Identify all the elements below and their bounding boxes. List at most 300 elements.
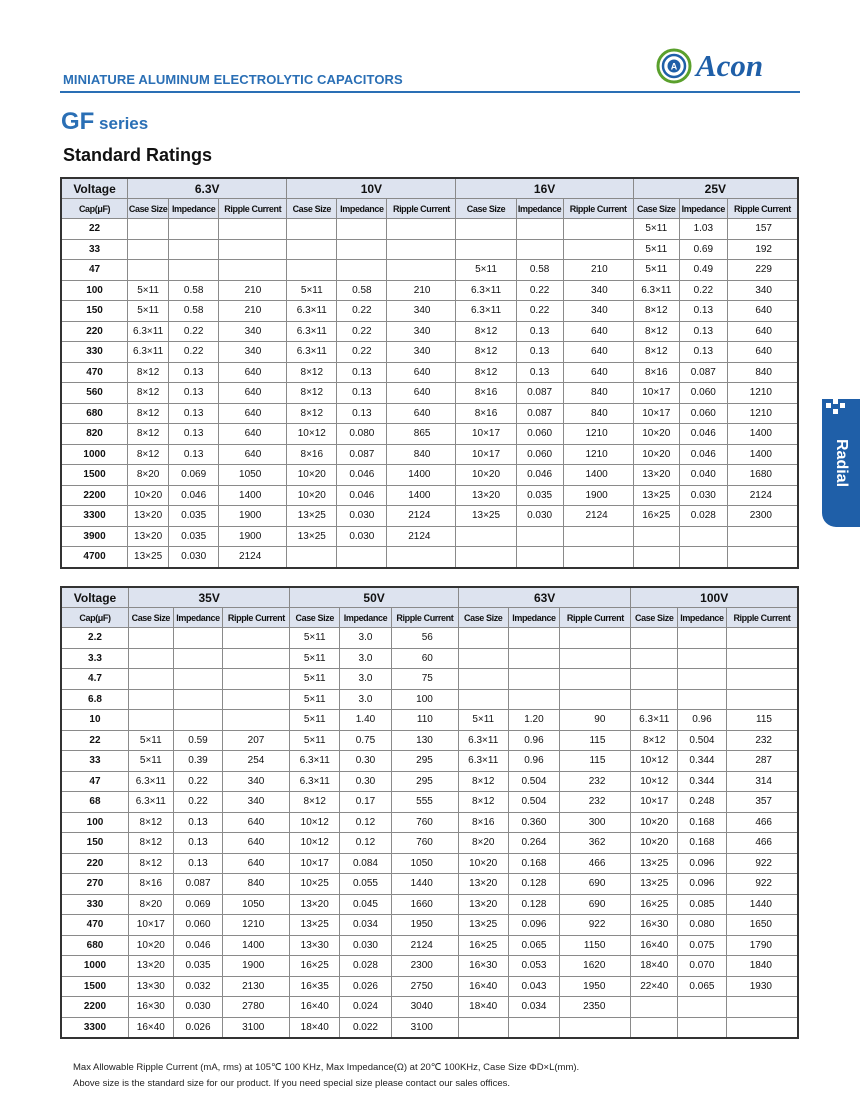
capacitance-cell: 4.7 xyxy=(62,669,129,690)
impedance-cell: 0.13 xyxy=(679,342,727,363)
impedance-cell: 0.344 xyxy=(678,771,727,792)
capacitance-cell: 3900 xyxy=(62,526,128,547)
impedance-cell: 0.096 xyxy=(678,874,727,895)
impedance-cell xyxy=(508,669,560,690)
impedance-cell xyxy=(337,219,387,240)
case-size-cell: 8×16 xyxy=(456,383,516,404)
ripple-current-cell xyxy=(560,628,631,649)
impedance-cell: 0.96 xyxy=(508,730,560,751)
case-size-cell: 10×17 xyxy=(631,792,678,813)
case-size-cell: 8×12 xyxy=(458,771,508,792)
case-size-cell: 6.3×11 xyxy=(633,280,679,301)
impedance-cell: 0.30 xyxy=(340,771,392,792)
case-size-cell: 10×20 xyxy=(287,465,337,486)
ripple-current-cell: 640 xyxy=(387,362,456,383)
ripple-current-cell: 2124 xyxy=(727,485,797,506)
case-size-cell: 13×25 xyxy=(458,915,508,936)
ripple-current-header: Ripple Current xyxy=(727,199,797,219)
ripple-current-cell: 210 xyxy=(219,301,287,322)
capacitance-cell: 1000 xyxy=(62,444,128,465)
impedance-cell: 0.030 xyxy=(679,485,727,506)
ripple-current-cell: 466 xyxy=(726,812,797,833)
ripple-current-cell: 157 xyxy=(727,219,797,240)
ripple-current-cell xyxy=(563,219,633,240)
impedance-cell: 3.0 xyxy=(340,648,392,669)
case-size-header: Case Size xyxy=(287,199,337,219)
ripple-current-cell: 1400 xyxy=(727,424,797,445)
case-size-cell: 10×20 xyxy=(633,444,679,465)
impedance-cell xyxy=(508,628,560,649)
impedance-cell: 0.035 xyxy=(169,526,219,547)
capacitance-cell: 3300 xyxy=(62,1017,129,1038)
ripple-current-cell: 362 xyxy=(560,833,631,854)
impedance-cell: 0.087 xyxy=(516,383,563,404)
impedance-cell: 0.060 xyxy=(516,424,563,445)
ripple-current-cell: 1440 xyxy=(391,874,458,895)
case-size-cell: 10×12 xyxy=(287,424,337,445)
impedance-header: Impedance xyxy=(678,608,727,628)
impedance-cell: 0.13 xyxy=(169,444,219,465)
impedance-cell: 0.026 xyxy=(340,976,392,997)
ripple-current-cell: 340 xyxy=(219,321,287,342)
ripple-current-cell: 75 xyxy=(391,669,458,690)
ripple-current-cell: 2300 xyxy=(391,956,458,977)
case-size-cell xyxy=(458,628,508,649)
ripple-current-cell: 1840 xyxy=(726,956,797,977)
case-size-cell: 16×35 xyxy=(290,976,340,997)
case-size-cell: 10×12 xyxy=(631,751,678,772)
impedance-cell: 0.065 xyxy=(508,935,560,956)
logo-text: Acon xyxy=(696,48,764,83)
case-size-cell xyxy=(633,526,679,547)
ripple-current-cell: 3040 xyxy=(391,997,458,1018)
case-size-cell: 5×11 xyxy=(287,280,337,301)
case-size-cell: 13×25 xyxy=(631,874,678,895)
impedance-cell: 0.96 xyxy=(678,710,727,731)
table-row xyxy=(62,465,798,486)
impedance-cell: 0.065 xyxy=(678,976,727,997)
impedance-cell xyxy=(516,547,563,568)
ripple-current-cell xyxy=(560,648,631,669)
impedance-cell: 0.035 xyxy=(516,485,563,506)
ripple-current-cell: 640 xyxy=(387,403,456,424)
ripple-current-cell: 1150 xyxy=(560,935,631,956)
case-size-cell: 18×40 xyxy=(631,956,678,977)
impedance-cell: 0.22 xyxy=(169,321,219,342)
case-size-header: Case Size xyxy=(128,199,169,219)
impedance-cell xyxy=(678,1017,727,1038)
case-size-cell: 8×12 xyxy=(287,362,337,383)
impedance-cell: 0.096 xyxy=(678,853,727,874)
case-size-cell: 5×11 xyxy=(458,710,508,731)
impedance-cell xyxy=(678,689,727,710)
impedance-cell xyxy=(173,710,223,731)
header-divider xyxy=(60,91,800,93)
case-size-cell: 16×40 xyxy=(458,976,508,997)
radial-side-tab xyxy=(822,399,860,527)
ripple-current-header: Ripple Current xyxy=(560,608,631,628)
table-row xyxy=(62,628,798,649)
case-size-cell xyxy=(128,239,169,260)
ripple-current-cell: 555 xyxy=(391,792,458,813)
impedance-cell xyxy=(337,239,387,260)
case-size-cell: 8×12 xyxy=(633,321,679,342)
ripple-current-cell: 640 xyxy=(223,853,290,874)
ripple-current-cell: 466 xyxy=(726,833,797,854)
case-size-cell xyxy=(458,669,508,690)
case-size-header: Case Size xyxy=(458,608,508,628)
impedance-cell: 0.040 xyxy=(679,465,727,486)
ripple-current-cell: 2780 xyxy=(223,997,290,1018)
capacitance-cell: 22 xyxy=(62,730,129,751)
ripple-current-cell xyxy=(726,997,797,1018)
ripple-current-cell: 2124 xyxy=(387,506,456,527)
impedance-cell: 0.504 xyxy=(508,771,560,792)
impedance-cell: 0.13 xyxy=(169,383,219,404)
case-size-cell: 5×11 xyxy=(290,689,340,710)
impedance-cell: 0.060 xyxy=(516,444,563,465)
ripple-current-cell xyxy=(727,526,797,547)
case-size-cell: 6.3×11 xyxy=(290,751,340,772)
capacitance-cell: 2.2 xyxy=(62,628,129,649)
ripple-current-cell: 640 xyxy=(727,301,797,322)
impedance-cell: 0.13 xyxy=(169,362,219,383)
voltage-group-header: 63V xyxy=(458,588,631,608)
case-size-cell xyxy=(631,628,678,649)
impedance-cell: 3.0 xyxy=(340,689,392,710)
impedance-cell: 0.168 xyxy=(678,833,727,854)
case-size-cell: 13×25 xyxy=(631,853,678,874)
ripple-current-cell: 110 xyxy=(391,710,458,731)
ripple-current-cell: 865 xyxy=(387,424,456,445)
ripple-current-cell: 2124 xyxy=(391,935,458,956)
ripple-current-cell: 340 xyxy=(223,771,290,792)
radial-tab-label: Radial xyxy=(833,438,850,487)
capacitance-cell: 10 xyxy=(62,710,129,731)
impedance-cell: 0.026 xyxy=(173,1017,223,1038)
case-size-cell: 16×40 xyxy=(290,997,340,1018)
case-size-cell: 8×12 xyxy=(456,342,516,363)
case-size-cell xyxy=(631,669,678,690)
case-size-cell: 6.3×11 xyxy=(287,342,337,363)
impedance-cell: 0.080 xyxy=(337,424,387,445)
impedance-cell: 0.168 xyxy=(678,812,727,833)
capacitance-cell: 270 xyxy=(62,874,129,895)
impedance-cell: 0.055 xyxy=(340,874,392,895)
acon-circle-logo-icon xyxy=(656,48,692,84)
case-size-cell xyxy=(128,628,173,649)
impedance-cell xyxy=(169,219,219,240)
case-size-cell: 8×12 xyxy=(128,444,169,465)
ripple-current-cell: 1400 xyxy=(223,935,290,956)
case-size-cell: 6.3×11 xyxy=(287,321,337,342)
capacitance-cell: 820 xyxy=(62,424,128,445)
case-size-cell: 8×12 xyxy=(287,383,337,404)
case-size-cell: 8×16 xyxy=(128,874,173,895)
ripple-current-cell xyxy=(726,628,797,649)
ripple-current-header: Ripple Current xyxy=(391,608,458,628)
ripple-current-header: Ripple Current xyxy=(563,199,633,219)
capacitance-cell: 3.3 xyxy=(62,648,129,669)
case-size-header: Case Size xyxy=(633,199,679,219)
case-size-header: Case Size xyxy=(290,608,340,628)
case-size-cell: 5×11 xyxy=(290,730,340,751)
case-size-cell: 10×20 xyxy=(631,833,678,854)
case-size-cell xyxy=(456,547,516,568)
impedance-cell: 0.504 xyxy=(678,730,727,751)
case-size-cell: 6.3×11 xyxy=(128,321,169,342)
ripple-current-cell: 295 xyxy=(391,751,458,772)
impedance-cell: 0.13 xyxy=(337,383,387,404)
ripple-current-cell: 229 xyxy=(727,260,797,281)
case-size-cell: 6.3×11 xyxy=(290,771,340,792)
ripple-current-cell xyxy=(563,547,633,568)
impedance-cell: 0.13 xyxy=(516,321,563,342)
ripple-current-cell: 192 xyxy=(727,239,797,260)
impedance-cell: 0.085 xyxy=(678,894,727,915)
table-row xyxy=(62,321,798,342)
capacitance-cell: 4700 xyxy=(62,547,128,568)
impedance-cell: 0.128 xyxy=(508,874,560,895)
case-size-cell: 8×12 xyxy=(128,853,173,874)
capacitance-cell: 47 xyxy=(62,771,129,792)
case-size-cell: 5×11 xyxy=(128,730,173,751)
impedance-cell xyxy=(678,648,727,669)
impedance-cell: 0.13 xyxy=(679,321,727,342)
ripple-current-cell: 1050 xyxy=(219,465,287,486)
table-row xyxy=(62,239,798,260)
case-size-cell xyxy=(456,526,516,547)
impedance-cell xyxy=(508,1017,560,1038)
ripple-current-cell xyxy=(219,219,287,240)
table-row xyxy=(62,730,798,751)
impedance-cell: 0.13 xyxy=(337,362,387,383)
ripple-current-cell: 640 xyxy=(219,403,287,424)
ripple-current-cell xyxy=(223,689,290,710)
impedance-cell: 0.13 xyxy=(679,301,727,322)
case-size-cell: 8×12 xyxy=(128,812,173,833)
impedance-cell: 0.58 xyxy=(516,260,563,281)
case-size-cell: 13×25 xyxy=(287,526,337,547)
ripple-current-cell: 56 xyxy=(391,628,458,649)
impedance-cell xyxy=(169,260,219,281)
case-size-cell xyxy=(128,219,169,240)
table-row xyxy=(62,506,798,527)
impedance-cell: 0.030 xyxy=(169,547,219,568)
voltage-group-header: 50V xyxy=(290,588,458,608)
case-size-cell: 13×20 xyxy=(456,485,516,506)
ripple-current-cell: 2124 xyxy=(219,547,287,568)
case-size-cell xyxy=(456,219,516,240)
capacitance-cell: 6.8 xyxy=(62,689,129,710)
ripple-current-cell xyxy=(387,547,456,568)
impedance-cell: 0.035 xyxy=(173,956,223,977)
table-row xyxy=(62,935,798,956)
impedance-cell: 0.087 xyxy=(173,874,223,895)
impedance-cell: 0.060 xyxy=(679,383,727,404)
case-size-cell: 13×20 xyxy=(458,874,508,895)
case-size-cell xyxy=(128,669,173,690)
case-size-cell xyxy=(287,547,337,568)
ripple-current-header: Ripple Current xyxy=(219,199,287,219)
impedance-cell: 0.069 xyxy=(173,894,223,915)
case-size-cell: 8×16 xyxy=(287,444,337,465)
ripple-current-cell: 340 xyxy=(563,280,633,301)
case-size-cell: 8×12 xyxy=(633,301,679,322)
impedance-cell: 0.58 xyxy=(169,301,219,322)
header-title: MINIATURE ALUMINUM ELECTROLYTIC CAPACITORS xyxy=(63,72,403,87)
ripple-current-cell: 1660 xyxy=(391,894,458,915)
ripple-current-cell xyxy=(223,669,290,690)
case-size-cell: 13×20 xyxy=(633,465,679,486)
impedance-cell: 0.028 xyxy=(679,506,727,527)
case-size-cell: 10×20 xyxy=(631,812,678,833)
case-size-cell: 16×25 xyxy=(633,506,679,527)
case-size-cell: 5×11 xyxy=(290,648,340,669)
ripple-current-cell: 2130 xyxy=(223,976,290,997)
ripple-current-cell xyxy=(223,628,290,649)
impedance-cell: 0.060 xyxy=(173,915,223,936)
voltage-group-header: 100V xyxy=(631,588,798,608)
impedance-cell: 1.03 xyxy=(679,219,727,240)
ripple-current-cell xyxy=(726,648,797,669)
case-size-cell: 10×20 xyxy=(128,485,169,506)
impedance-cell xyxy=(173,689,223,710)
ripple-current-cell: 115 xyxy=(560,730,631,751)
table-row xyxy=(62,648,798,669)
ripple-current-cell: 640 xyxy=(219,362,287,383)
capacitance-header-label: Cap(μF) xyxy=(62,199,128,219)
ripple-current-cell: 1400 xyxy=(387,485,456,506)
case-size-cell: 8×12 xyxy=(631,730,678,751)
impedance-cell: 0.49 xyxy=(679,260,727,281)
ripple-current-cell: 2300 xyxy=(727,506,797,527)
ripple-current-cell: 640 xyxy=(563,342,633,363)
impedance-cell: 0.069 xyxy=(169,465,219,486)
capacitance-cell: 2200 xyxy=(62,485,128,506)
impedance-cell: 0.248 xyxy=(678,792,727,813)
case-size-cell: 13×25 xyxy=(290,915,340,936)
case-size-cell: 10×17 xyxy=(290,853,340,874)
case-size-cell: 13×25 xyxy=(633,485,679,506)
table-row xyxy=(62,874,798,895)
table-row xyxy=(62,771,798,792)
ripple-current-cell: 466 xyxy=(560,853,631,874)
ripple-current-cell: 1900 xyxy=(219,526,287,547)
table-row xyxy=(62,710,798,731)
impedance-cell: 1.20 xyxy=(508,710,560,731)
impedance-cell: 0.034 xyxy=(508,997,560,1018)
impedance-cell: 0.13 xyxy=(169,403,219,424)
case-size-cell xyxy=(631,689,678,710)
case-size-cell: 8×12 xyxy=(633,342,679,363)
ripple-current-cell: 640 xyxy=(219,383,287,404)
ripple-current-cell xyxy=(563,239,633,260)
ripple-current-cell: 210 xyxy=(219,280,287,301)
impedance-cell: 0.13 xyxy=(173,853,223,874)
ripple-current-header: Ripple Current xyxy=(223,608,290,628)
ripple-current-cell: 1900 xyxy=(563,485,633,506)
ripple-current-cell: 690 xyxy=(560,874,631,895)
case-size-cell: 8×12 xyxy=(456,321,516,342)
capacitance-cell: 680 xyxy=(62,935,129,956)
ripple-current-cell: 640 xyxy=(387,383,456,404)
case-size-cell: 5×11 xyxy=(128,280,169,301)
case-size-cell xyxy=(458,1017,508,1038)
case-size-cell: 16×25 xyxy=(290,956,340,977)
case-size-cell: 5×11 xyxy=(290,628,340,649)
ratings-table-high-voltage xyxy=(61,587,798,1038)
case-size-cell xyxy=(287,239,337,260)
ripple-current-cell: 295 xyxy=(391,771,458,792)
case-size-cell: 6.3×11 xyxy=(287,301,337,322)
impedance-cell: 0.034 xyxy=(340,915,392,936)
ripple-current-cell: 3100 xyxy=(391,1017,458,1038)
capacitance-cell: 220 xyxy=(62,321,128,342)
impedance-cell xyxy=(173,669,223,690)
capacitance-cell: 47 xyxy=(62,260,128,281)
impedance-cell xyxy=(678,997,727,1018)
ripple-current-cell: 640 xyxy=(219,444,287,465)
case-size-cell: 6.3×11 xyxy=(458,751,508,772)
ripple-current-cell: 115 xyxy=(726,710,797,731)
case-size-cell: 8×20 xyxy=(128,465,169,486)
capacitance-cell: 22 xyxy=(62,219,128,240)
impedance-cell: 0.12 xyxy=(340,833,392,854)
case-size-cell: 10×12 xyxy=(290,833,340,854)
table-row xyxy=(62,260,798,281)
ripple-current-cell: 210 xyxy=(387,280,456,301)
case-size-cell: 8×16 xyxy=(456,403,516,424)
table-row xyxy=(62,444,798,465)
case-size-cell xyxy=(128,648,173,669)
case-size-cell: 10×20 xyxy=(128,935,173,956)
ripple-current-cell: 340 xyxy=(727,280,797,301)
ripple-current-cell: 1900 xyxy=(219,506,287,527)
capacitance-cell: 470 xyxy=(62,915,129,936)
case-size-cell xyxy=(458,689,508,710)
impedance-cell: 0.128 xyxy=(508,894,560,915)
case-size-cell: 13×20 xyxy=(290,894,340,915)
case-size-cell: 16×40 xyxy=(631,935,678,956)
ripple-current-cell: 922 xyxy=(726,853,797,874)
table-row xyxy=(62,915,798,936)
impedance-cell: 0.046 xyxy=(337,465,387,486)
ripple-current-cell: 2124 xyxy=(387,526,456,547)
impedance-cell: 0.022 xyxy=(340,1017,392,1038)
table-row xyxy=(62,997,798,1018)
impedance-header: Impedance xyxy=(337,199,387,219)
case-size-cell xyxy=(456,239,516,260)
ripple-current-cell: 1210 xyxy=(563,424,633,445)
case-size-cell xyxy=(128,260,169,281)
impedance-cell: 3.0 xyxy=(340,628,392,649)
impedance-cell: 0.030 xyxy=(340,935,392,956)
ripple-current-cell: 207 xyxy=(223,730,290,751)
capacitance-cell: 330 xyxy=(62,894,129,915)
ripple-current-cell xyxy=(560,1017,631,1038)
capacitance-cell: 100 xyxy=(62,812,129,833)
ripple-current-cell: 1650 xyxy=(726,915,797,936)
footnote-2: Above size is the standard size for our product. If you need special size please contact our sales offices. xyxy=(73,1078,511,1089)
impedance-cell: 0.12 xyxy=(340,812,392,833)
impedance-cell: 0.30 xyxy=(340,751,392,772)
ripple-current-cell: 760 xyxy=(391,812,458,833)
case-size-cell: 8×12 xyxy=(290,792,340,813)
impedance-cell: 0.087 xyxy=(337,444,387,465)
capacitance-cell: 150 xyxy=(62,301,128,322)
series-suffix: series xyxy=(94,114,149,133)
